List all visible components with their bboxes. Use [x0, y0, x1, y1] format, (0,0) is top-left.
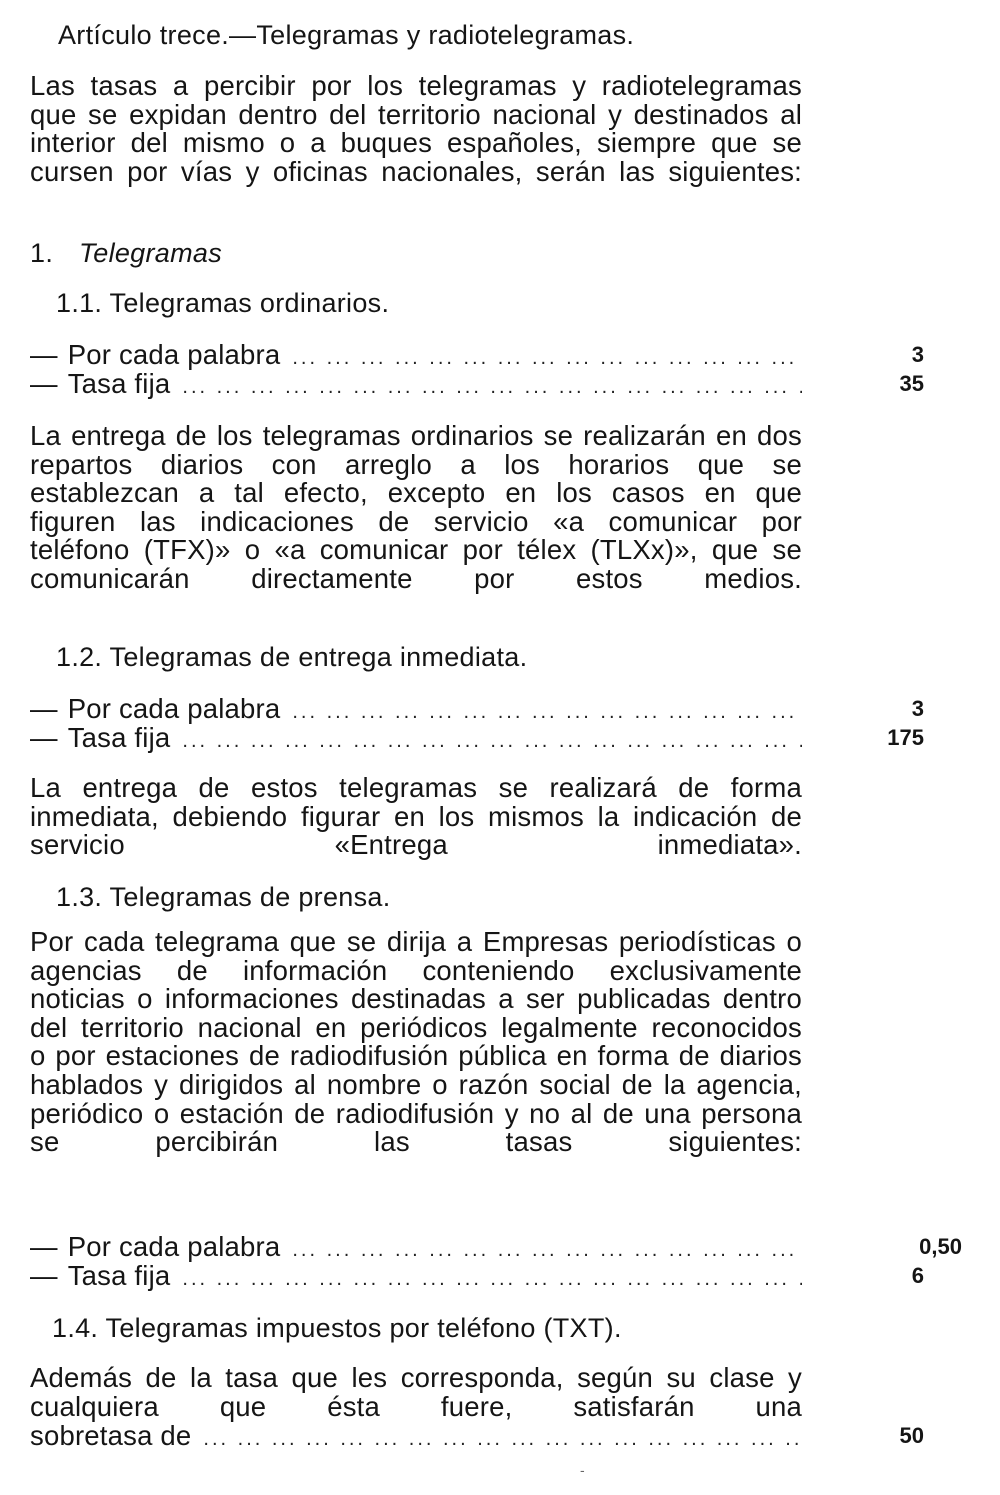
- surcharge-label: sobretasa de: [30, 1421, 192, 1451]
- article-title: Artículo trece.—Telegramas y radiotelegramas.: [58, 20, 635, 50]
- surcharge-row: [30, 1421, 802, 1451]
- section-1-title: Telegramas: [78, 238, 223, 268]
- fee-row-1-3-per-word: [30, 1232, 802, 1262]
- fee-row-1-3-fixed: [30, 1261, 802, 1291]
- fee-value-1-3-per-word: 0,50: [919, 1234, 962, 1259]
- subsection-1-4-note: Además de la tasa que les corresponda, según su clase y cualquiera que ésta fuere, satisfarán una: [30, 1362, 802, 1422]
- dot-leader: [182, 726, 802, 753]
- scan-artifact-dash: -: [580, 1462, 585, 1478]
- fee-label: Tasa fija: [67, 723, 171, 753]
- section-1-heading: [30, 238, 222, 268]
- fee-value-1-2-fixed: 175: [887, 725, 924, 750]
- subsection-1-2-heading: 1.2. Telegramas de entrega inmediata.: [56, 642, 528, 672]
- intro-paragraph: Las tasas a percibir por los telegramas y radiotelegramas que se expidan dentro del territorio nacional y destinados al interior del mismo o a buques españoles, siempre que se cursen por vías y oficinas nacionales, serán las siguientes:: [30, 70, 802, 187]
- fee-row-1-2-fixed: [30, 723, 802, 753]
- fee-dash: —: [30, 1261, 58, 1291]
- dot-leader: [182, 1264, 802, 1291]
- fee-value-1-3-fixed: 6: [911, 1263, 924, 1288]
- fee-label: Por cada palabra: [67, 340, 281, 370]
- fee-label: Por cada palabra: [67, 1232, 281, 1262]
- dot-leader: [292, 343, 802, 370]
- fee-dash: —: [30, 1232, 58, 1262]
- fee-label: Por cada palabra: [67, 694, 281, 724]
- fee-value-1-2-per-word: 3: [911, 696, 924, 721]
- surcharge-value: 50: [899, 1423, 924, 1448]
- dot-leader: [182, 372, 802, 399]
- fee-dash: —: [30, 369, 58, 399]
- dot-leader: [292, 697, 802, 724]
- fee-dash: —: [30, 340, 58, 370]
- fee-value-1-1-fixed: 35: [899, 371, 924, 396]
- fee-row-1-2-per-word: [30, 694, 802, 724]
- fee-row-1-1-per-word: [30, 340, 802, 370]
- subsection-1-3-note: Por cada telegrama que se dirija a Empresas periodísticas o agencias de información conteniendo exclusivamente noticias o informaciones destinadas a ser publicadas dentro del territorio nacional en periódicos legalmente reconocidos o por estaciones de radiodifusión pública en forma de diarios hablados y dirigidos al nombre o razón social de la agencia, periódico o estación de radiodifusión y no al de una persona se percibirán las tasas siguientes:: [30, 926, 802, 1158]
- fee-label: Tasa fija: [67, 1261, 171, 1291]
- fee-row-1-1-fixed: [30, 369, 802, 399]
- subsection-1-3-heading: 1.3. Telegramas de prensa.: [56, 882, 391, 912]
- subsection-1-2-note: La entrega de estos telegramas se realizará de forma inmediata, debiendo figurar en los mismos la indicación de servicio «Entrega inmediata».: [30, 772, 802, 861]
- fee-dash: —: [30, 723, 58, 753]
- subsection-1-1-heading: 1.1. Telegramas ordinarios.: [56, 288, 390, 318]
- subsection-1-1-note: La entrega de los telegramas ordinarios se realizarán en dos repartos diarios con arreglo a los horarios que se establezcan a tal efecto, excepto en los casos en que figuren las indicaciones de servicio «a comunicar por teléfono (TFX)» o «a comunicar por télex (TLXx)», que se comunicarán directamente por estos medios.: [30, 420, 802, 594]
- dot-leader: [203, 1424, 802, 1451]
- section-1-number: 1.: [30, 238, 54, 268]
- fee-dash: —: [30, 694, 58, 724]
- subsection-1-4-heading: 1.4. Telegramas impuestos por teléfono (TXT).: [52, 1313, 622, 1343]
- fee-value-1-1-per-word: 3: [911, 342, 924, 367]
- dot-leader: [292, 1235, 802, 1262]
- fee-label: Tasa fija: [67, 369, 171, 399]
